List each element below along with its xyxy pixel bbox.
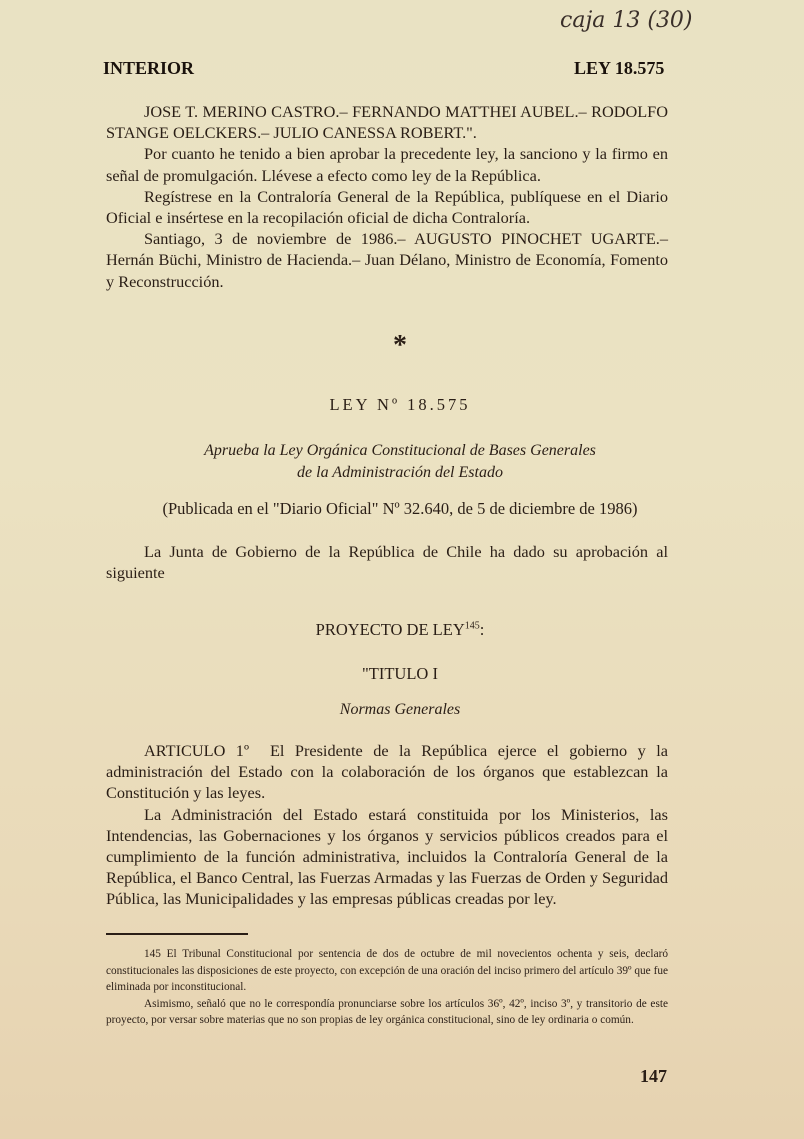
titulo-heading: "TITULO I <box>362 664 438 683</box>
law-subtitle-line-1: Aprueba la Ley Orgánica Constitucional de Bases Generales <box>204 442 596 459</box>
footnote-ref: 145 <box>464 620 480 632</box>
preamble <box>106 101 668 292</box>
titulo-subheading: Normas Generales <box>339 701 461 718</box>
publication-note: (Publicada en el "Diario Oficial" Nº 32.640, de 5 de diciembre de 1986) <box>162 499 638 518</box>
running-header-section: INTERIOR <box>103 58 195 78</box>
article-1 <box>106 740 668 910</box>
footnotes <box>106 946 668 1029</box>
proyecto-label: PROYECTO DE LEY <box>315 620 465 639</box>
intro-paragraph: La Junta de Gobierno de la República de Chile ha dado su aprobación al siguiente <box>106 542 668 583</box>
page-number: 147 <box>640 1066 667 1086</box>
promulgation-paragraph: Por cuanto he tenido a bien aprobar la precedente ley, la sanciono y la firmo en señal de promulgación. Llévese a efecto como ley de la República. <box>106 144 668 185</box>
law-subtitle <box>100 440 700 484</box>
article-1-text: El Presidente de la República ejerce el gobierno y la administración del Estado con la colaboración de los órganos que establezcan la Constitución y las leyes. <box>106 741 668 803</box>
footnote-145: 145 El Tribunal Constitucional por sentencia de dos de octubre de mil novecientos ochenta y seis, declaró constitucionales las disposiciones de este proyecto, con excepción de una oración del inciso primero del artículo 39º que fue eliminada por inconstitucional. <box>106 948 668 993</box>
handwritten-note: caja 13 (30) <box>560 8 693 33</box>
running-header-law: LEY 18.575 <box>574 58 665 78</box>
article-1-paragraph-1 <box>106 740 668 804</box>
signature-paragraph: Santiago, 3 de noviembre de 1986.– AUGUSTO PINOCHET UGARTE.– Hernán Büchi, Ministro de Hacienda.– Juan Délano, Ministro de Economía, Fomento y Reconstrucción. <box>106 229 668 291</box>
law-title: LEY Nº 18.575 <box>329 395 471 414</box>
footnote-divider <box>106 933 248 935</box>
proyecto-heading <box>100 620 700 640</box>
footnote-145-continued: Asimismo, señaló que no le correspondía pronunciarse sobre los artículos 36º, 42º, inciso 3º, y transitorio de este proyecto, por versar sobre materias que no son propias de ley orgánica constitucional, sino de ley ordinaria o común. <box>106 997 668 1026</box>
registration-paragraph: Regístrese en la Contraloría General de la República, publíquese en el Diario Oficial e insértese en la recopilación oficial de dicha Contraloría. <box>106 186 668 228</box>
intro-block <box>106 541 668 583</box>
signatories-paragraph: JOSE T. MERINO CASTRO.– FERNANDO MATTHEI AUBEL.– RODOLFO STANGE OELCKERS.– JULIO CANESSA ROBERT.". <box>106 102 668 143</box>
proyecto-colon: : <box>479 620 485 639</box>
article-1-paragraph-2: La Administración del Estado estará constituida por los Ministerios, las Intendencias, las Gobernaciones y los órganos y servicios públicos creados para el cumplimiento de la función administrativa, incluidos la Contraloría General de la República, el Banco Central, las Fuerzas Armadas y las Fuerzas de Orden y Seguridad Pública, las Municipalidades y las empresas públicas creadas por ley. <box>106 804 668 909</box>
law-subtitle-line-2: de la Administración del Estado <box>297 464 503 481</box>
section-separator: * <box>393 330 407 361</box>
article-1-label: ARTICULO 1º <box>144 741 249 760</box>
